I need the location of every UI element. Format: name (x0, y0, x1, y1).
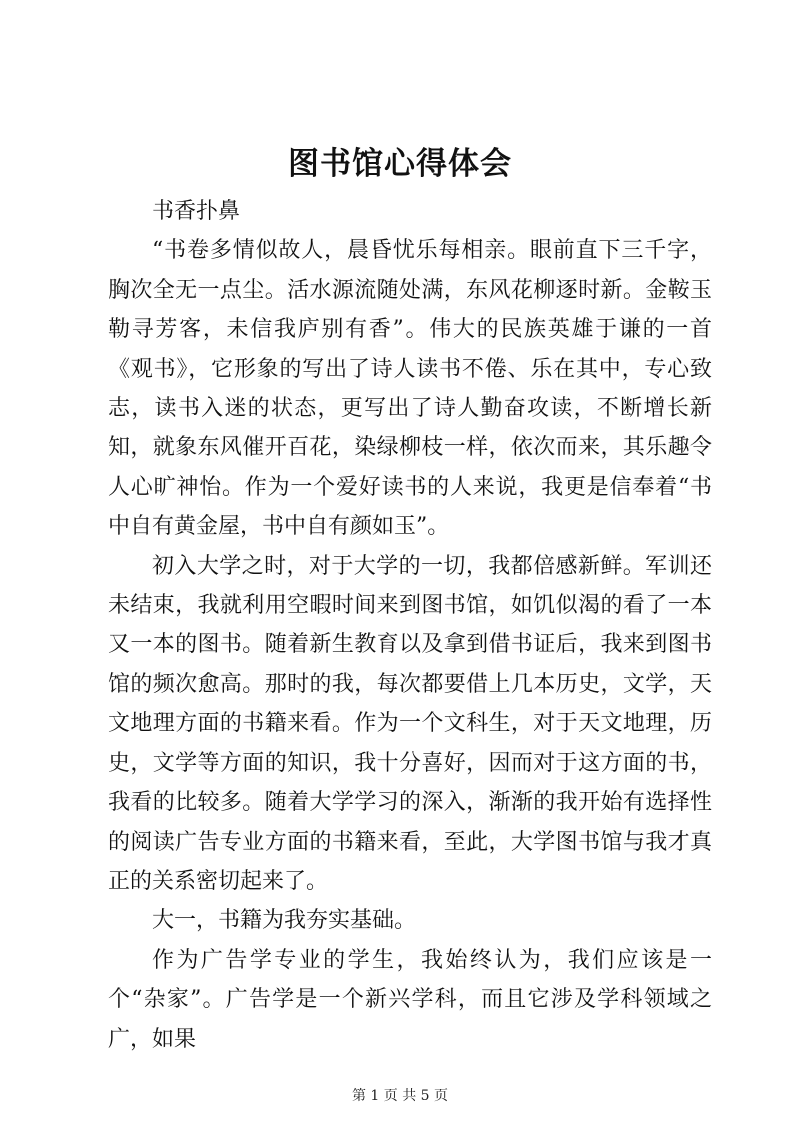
paragraph-heading-2: 大一，书籍为我夯实基础。 (152, 908, 417, 934)
paragraph-freshman: 初入大学之时，对于大学的一切，我都倍感新鲜。军训还未结束，我就利用空暇时间来到图书馆，如饥似渴的看了一本又一本的图书。随着新生教育以及拿到借书证后，我来到图书馆的频次愈高。那时的我，每次都要借上几本历史，文学，天文地理方面的书籍来看。作为一个文科生，对于天文地理，历史，文学等方面的知识，我十分喜好，因而对于这方面的书，我看的比较多。随着大学学习的深入，渐渐的我开始有选择性的阅读广告专业方面的书籍来看，至此，大学图书馆与我才真正的关系密切起来了。 (108, 553, 712, 894)
paragraph-advertising: 作为广告学专业的学生，我始终认为，我们应该是一个“杂家”。广告学是一个新兴学科，而且它涉及学科领域之广，如果 (108, 947, 712, 1052)
paragraph-heading-1: 书香扑鼻 (152, 199, 241, 224)
document-title: 图书馆心得体会 (288, 146, 512, 182)
paragraph-poem-intro: “书卷多情似故人，晨昏忧乐每相亲。眼前直下三千字，胸次全无一点尘。活水源流随处满，东风花柳逐时新。金鞍玉勒寻芳客，未信我庐别有香”。伟大的民族英雄于谦的一首《观书》，它形象的写出了诗人读书不倦、乐在其中，专心致志，读书入迷的状态，更写出了诗人勤奋攻读，不断增长新知，就象东风催开百花，染绿柳枝一样，依次而来，其乐趣令人心旷神怡。作为一个爱好读书的人来说，我更是信奉着“书中自有黄金屋，书中自有颜如玉”。 (108, 238, 712, 540)
document-body (108, 192, 712, 1059)
page-footer: 第 1 页 共 5 页 (351, 1088, 449, 1104)
